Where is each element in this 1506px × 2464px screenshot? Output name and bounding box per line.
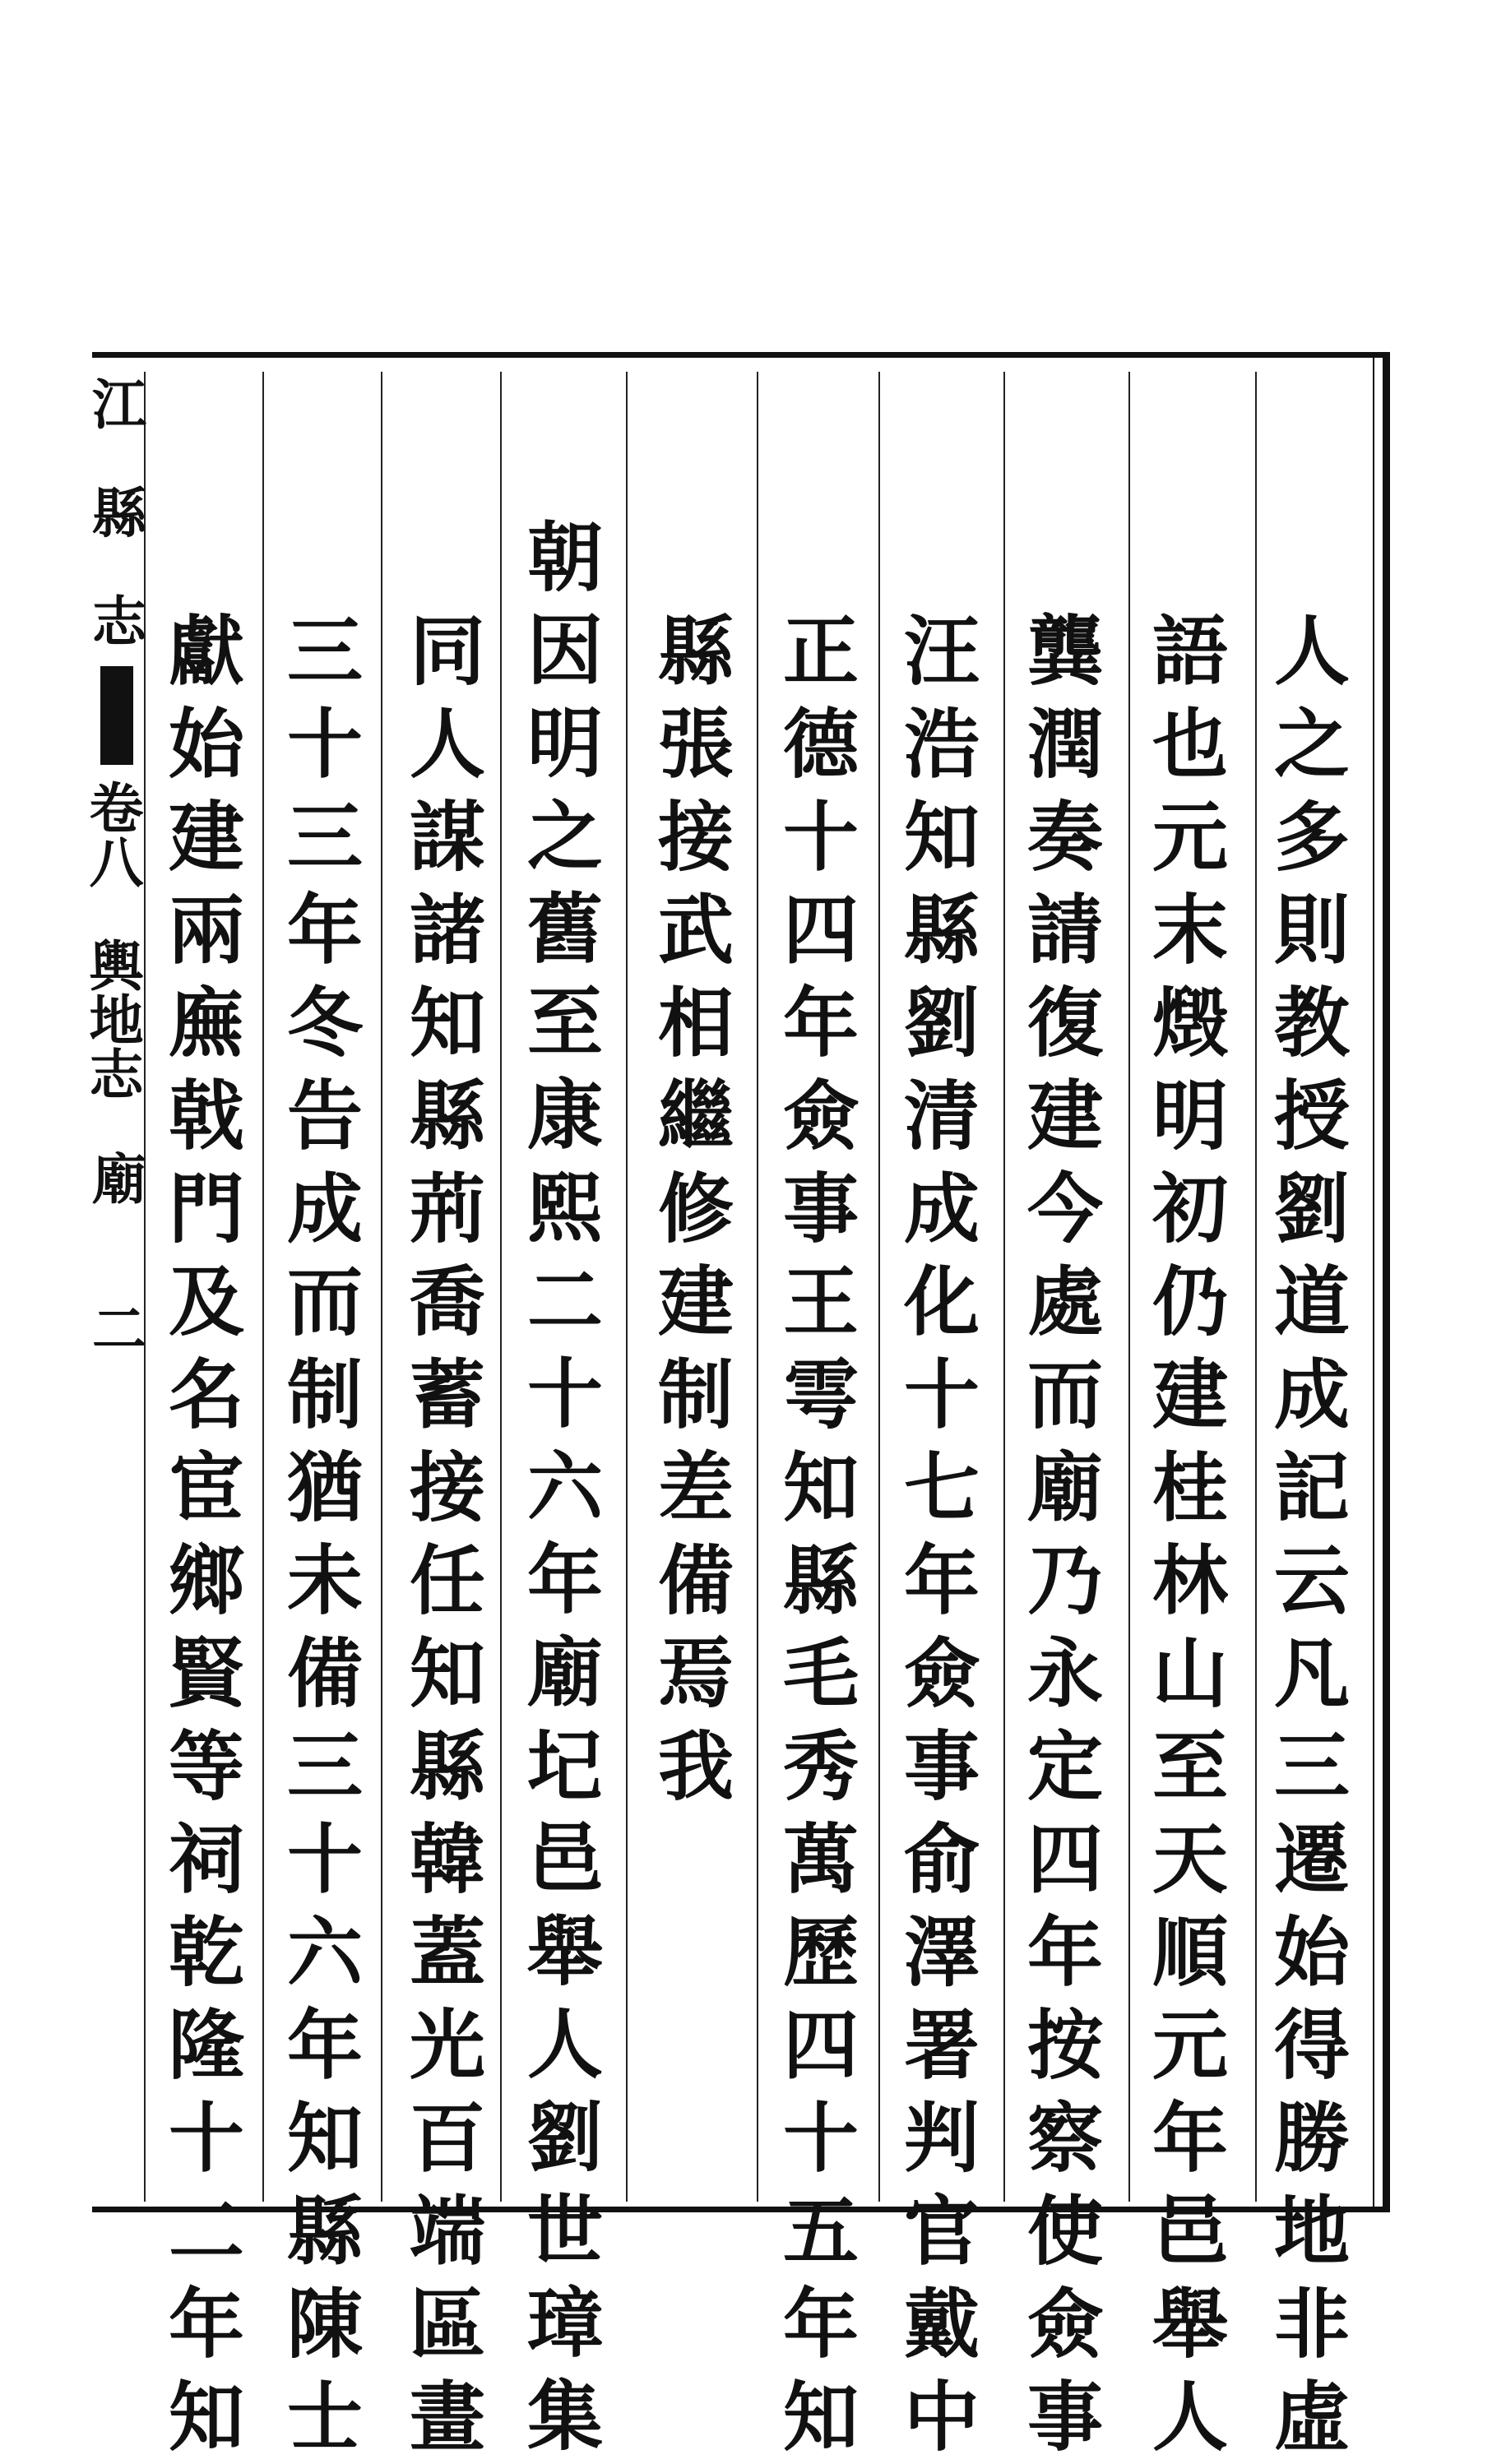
text-char: 備: [286, 1629, 363, 1718]
text-char: 年: [286, 2001, 363, 2090]
text-char: 語: [1152, 607, 1228, 696]
text-char: 圮: [526, 1721, 603, 1810]
text-char: 張: [657, 700, 734, 789]
text-char: 年: [903, 1536, 980, 1625]
text-char: 事: [782, 1165, 859, 1253]
text-char: 荊: [409, 1165, 485, 1253]
text-char: 初: [1152, 1165, 1228, 1253]
text-char: 接: [657, 793, 734, 882]
text-char: 正: [782, 607, 859, 696]
text-char: 等: [168, 1722, 244, 1811]
text-char: 而: [1026, 1350, 1103, 1439]
text-char: 也: [1152, 700, 1228, 789]
text-char: 判: [903, 2094, 980, 2183]
text-char: 差: [657, 1443, 734, 1532]
text-char: 按: [1026, 2001, 1103, 2090]
text-char: 知: [409, 1629, 485, 1718]
text-char: 我: [657, 1722, 734, 1811]
text-char: 劉: [903, 979, 980, 1068]
text-char: 制: [657, 1350, 734, 1439]
text-char: 記: [1273, 1443, 1350, 1532]
text-char: 王: [782, 1257, 859, 1346]
text-char: 年: [1152, 2094, 1228, 2183]
text-char: 僉: [1026, 2280, 1103, 2369]
text-char: 三: [1273, 1722, 1350, 1811]
column-rule: [1128, 372, 1130, 2202]
text-char: 戴: [903, 2280, 980, 2369]
text-char: 縣: [409, 1722, 485, 1811]
text-char: 潤: [1026, 700, 1103, 789]
text-char: 秀: [782, 1722, 859, 1811]
text-char: 璋: [526, 2279, 603, 2368]
text-char: 成: [286, 1165, 363, 1253]
text-char: 舉: [526, 1907, 603, 1996]
text-char: 兩: [168, 886, 244, 975]
text-char: 云: [1273, 1536, 1350, 1625]
text-char: 猶: [286, 1443, 363, 1532]
margin-title-char: 江: [92, 373, 146, 437]
text-char: 相: [657, 979, 734, 1068]
text-char: 蓋: [409, 1908, 485, 1997]
text-char: 同: [409, 607, 485, 696]
text-char: 劉: [526, 2093, 603, 2182]
text-char: 人: [1152, 2373, 1228, 2462]
text-char: 六: [526, 1443, 603, 1531]
text-char: 廟: [526, 1628, 603, 1717]
column-rule: [757, 372, 758, 2202]
text-char: 制: [286, 1350, 363, 1439]
text-char: 邑: [526, 1814, 603, 1903]
text-char: 諸: [409, 886, 485, 975]
text-char: 戟: [168, 1072, 244, 1160]
text-char: 建: [657, 1257, 734, 1346]
text-char: 仍: [1152, 1257, 1228, 1346]
text-char: 則: [1273, 886, 1350, 975]
page-margin-band: [80, 373, 146, 1361]
text-char: 區: [409, 2280, 485, 2369]
text-char: 邑: [1152, 2187, 1228, 2276]
text-char: 十: [168, 2094, 244, 2183]
text-char: 官: [903, 2187, 980, 2276]
text-char: 陳: [286, 2280, 363, 2369]
text-char: 知: [409, 979, 485, 1068]
text-char: 人: [1273, 607, 1350, 696]
text-char: 明: [526, 699, 603, 788]
text-char: 二: [168, 2187, 244, 2276]
text-char: 林: [1152, 1536, 1228, 1625]
text-char: 舊: [526, 885, 603, 974]
margin-title-char: 志: [92, 590, 146, 654]
text-char: 澤: [903, 1908, 980, 1997]
text-column-5: [776, 605, 866, 2464]
text-char: 俞: [903, 1815, 980, 1904]
text-char: 處: [1026, 1257, 1103, 1346]
text-char: 萬: [782, 1815, 859, 1904]
text-char: 十: [286, 700, 363, 789]
text-char: 熙: [526, 1164, 603, 1253]
text-char: 賢: [168, 1629, 244, 1718]
text-char: 冬: [286, 979, 363, 1068]
text-char: 縣: [409, 1072, 485, 1160]
text-char: 復: [1026, 979, 1103, 1068]
text-char: 接: [409, 1443, 485, 1532]
text-char: 四: [782, 886, 859, 975]
text-char: 中: [903, 2373, 980, 2462]
text-char: 縣: [286, 2187, 363, 2276]
text-char: 浩: [903, 700, 980, 789]
column-rule: [1255, 372, 1257, 2202]
text-char: 隆: [168, 2001, 244, 2090]
text-char: 年: [168, 2280, 244, 2369]
text-char: 今: [1026, 1165, 1103, 1253]
text-column-3: [1020, 605, 1110, 2464]
text-char: 名: [168, 1350, 244, 1439]
text-char: 縣: [657, 607, 734, 696]
text-char: 德: [782, 700, 859, 789]
text-char: 始: [168, 700, 244, 789]
margin-subsection: 廟: [92, 1147, 146, 1211]
text-char: 蓄: [409, 1350, 485, 1439]
text-char: 鄉: [168, 1536, 244, 1625]
text-char: 知: [782, 2373, 859, 2462]
text-column-2: [1145, 605, 1235, 2464]
text-char: 察: [1026, 2094, 1103, 2183]
text-char: 署: [903, 2001, 980, 2090]
column-rule: [500, 372, 502, 2202]
text-char: 虛: [1273, 2373, 1350, 2462]
text-char: 歷: [782, 1908, 859, 1997]
text-char: 之: [526, 792, 603, 881]
text-char: 十: [782, 2094, 859, 2183]
text-char: 成: [903, 1165, 980, 1253]
text-char: 元: [1152, 2001, 1228, 2090]
text-char: 定: [1026, 1722, 1103, 1811]
text-char: 十: [903, 1350, 980, 1439]
text-column-4: [897, 605, 987, 2464]
text-char: 祠: [168, 1815, 244, 1904]
column-rule: [1003, 372, 1005, 2202]
text-char: 年: [782, 2280, 859, 2369]
text-char: 告: [286, 1072, 363, 1160]
text-char: 知: [782, 1443, 859, 1532]
text-char: 十: [526, 1350, 603, 1438]
text-char: 山: [1152, 1629, 1228, 1718]
text-char: 明: [1152, 1072, 1228, 1160]
text-char: 汪: [903, 607, 980, 696]
text-char: 人: [526, 2000, 603, 2089]
text-char: 乃: [1026, 1536, 1103, 1625]
text-char: 建: [1026, 1072, 1103, 1160]
margin-juan: 卷八: [80, 780, 144, 888]
text-char: 備: [657, 1536, 734, 1625]
text-char: 年: [1026, 1908, 1103, 1997]
column-rule: [878, 372, 880, 2202]
text-char: 地: [1273, 2187, 1350, 2276]
text-char: 未: [286, 1536, 363, 1625]
text-char: 年: [286, 886, 363, 975]
text-char: 教: [1273, 979, 1350, 1068]
text-char: 廟: [1026, 1443, 1103, 1532]
text-char: 三: [286, 1722, 363, 1811]
text-char: 四: [782, 2001, 859, 2090]
text-char: 士: [286, 2373, 363, 2462]
text-char: 之: [1273, 700, 1350, 789]
text-char: 三: [286, 793, 363, 882]
text-char: 廡: [168, 979, 244, 1068]
text-char: 知: [286, 2094, 363, 2183]
column-rule: [262, 372, 264, 2202]
text-char: 建: [1152, 1350, 1228, 1439]
text-char: 修: [657, 1165, 734, 1253]
text-char: 末: [1152, 886, 1228, 975]
text-char: 韓: [409, 1815, 485, 1904]
text-char: 光: [409, 2001, 485, 2090]
text-char: 使: [1026, 2187, 1103, 2276]
margin-section: 輿地志: [80, 938, 144, 1100]
text-char: 獻: [168, 607, 244, 696]
text-char: 事: [1026, 2373, 1103, 2462]
text-char: 人: [409, 700, 485, 789]
text-char: 四: [1026, 1815, 1103, 1904]
text-char: 事: [903, 1722, 980, 1811]
text-column-9: [280, 605, 370, 2464]
text-char: 僉: [903, 1629, 980, 1718]
text-char: 因: [526, 606, 603, 695]
text-char: 而: [286, 1257, 363, 1346]
text-char: 縣: [782, 1536, 859, 1625]
text-char: 天: [1152, 1815, 1228, 1904]
text-char: 授: [1273, 1072, 1350, 1160]
text-char: 朝: [526, 513, 603, 602]
text-char: 遷: [1273, 1815, 1350, 1904]
text-char: 畫: [409, 2373, 485, 2462]
text-char: 年: [782, 979, 859, 1068]
text-char: 非: [1273, 2280, 1350, 2369]
text-char: 請: [1026, 886, 1103, 975]
text-char: 二: [526, 1257, 603, 1345]
text-char: 端: [409, 2187, 485, 2276]
text-char: 百: [409, 2094, 485, 2183]
text-char: 十: [286, 1815, 363, 1904]
column-rule: [381, 372, 382, 2202]
text-char: 桂: [1152, 1443, 1228, 1532]
text-char: 雩: [782, 1350, 859, 1439]
text-char: 及: [168, 1257, 244, 1346]
fishtail-block-mark: [100, 666, 133, 765]
text-char: 至: [526, 978, 603, 1067]
text-char: 繼: [657, 1072, 734, 1160]
column-rule: [626, 372, 628, 2202]
text-char: 集: [526, 2372, 603, 2461]
text-char: 清: [903, 1072, 980, 1160]
text-column-1: [1267, 605, 1357, 2464]
text-char: 宦: [168, 1443, 244, 1532]
text-char: 龔: [1026, 607, 1103, 696]
text-column-10: [161, 605, 252, 2464]
frame-inner-rule: [1373, 358, 1374, 2207]
text-char: 康: [526, 1071, 603, 1160]
text-column-7: [520, 512, 610, 2463]
text-char: 舉: [1152, 2280, 1228, 2369]
text-char: 乾: [168, 1908, 244, 1997]
text-char: 燬: [1152, 979, 1228, 1068]
text-char: 元: [1152, 793, 1228, 882]
text-char: 十: [782, 793, 859, 882]
text-char: 六: [286, 1908, 363, 1997]
text-char: 得: [1273, 2001, 1350, 2090]
text-char: 多: [1273, 793, 1350, 882]
text-char: 三: [286, 607, 363, 696]
text-char: 成: [1273, 1350, 1350, 1439]
text-char: 年: [526, 1535, 603, 1624]
text-char: 七: [903, 1443, 980, 1532]
text-char: 劉: [1273, 1165, 1350, 1253]
text-char: 門: [168, 1165, 244, 1253]
text-char: 任: [409, 1536, 485, 1625]
text-char: 勝: [1273, 2094, 1350, 2183]
text-column-6: [651, 605, 741, 1813]
text-column-8: [402, 605, 493, 2464]
text-char: 奏: [1026, 793, 1103, 882]
text-char: 化: [903, 1257, 980, 1346]
text-char: 毛: [782, 1629, 859, 1718]
text-char: 謀: [409, 793, 485, 882]
text-char: 永: [1026, 1629, 1103, 1718]
text-char: 武: [657, 886, 734, 975]
text-char: 縣: [903, 886, 980, 975]
margin-title-char: 縣: [92, 481, 146, 545]
text-char: 建: [168, 793, 244, 882]
text-char: 順: [1152, 1908, 1228, 1997]
text-char: 凡: [1273, 1629, 1350, 1718]
text-char: 道: [1273, 1257, 1350, 1346]
text-char: 五: [782, 2187, 859, 2276]
text-char: 焉: [657, 1629, 734, 1718]
text-char: 始: [1273, 1908, 1350, 1997]
text-char: 世: [526, 2186, 603, 2275]
text-char: 知: [168, 2373, 244, 2462]
text-char: 至: [1152, 1722, 1228, 1811]
text-char: 喬: [409, 1257, 485, 1346]
page-number: 二: [92, 1297, 146, 1361]
text-char: 僉: [782, 1072, 859, 1160]
text-char: 知: [903, 793, 980, 882]
